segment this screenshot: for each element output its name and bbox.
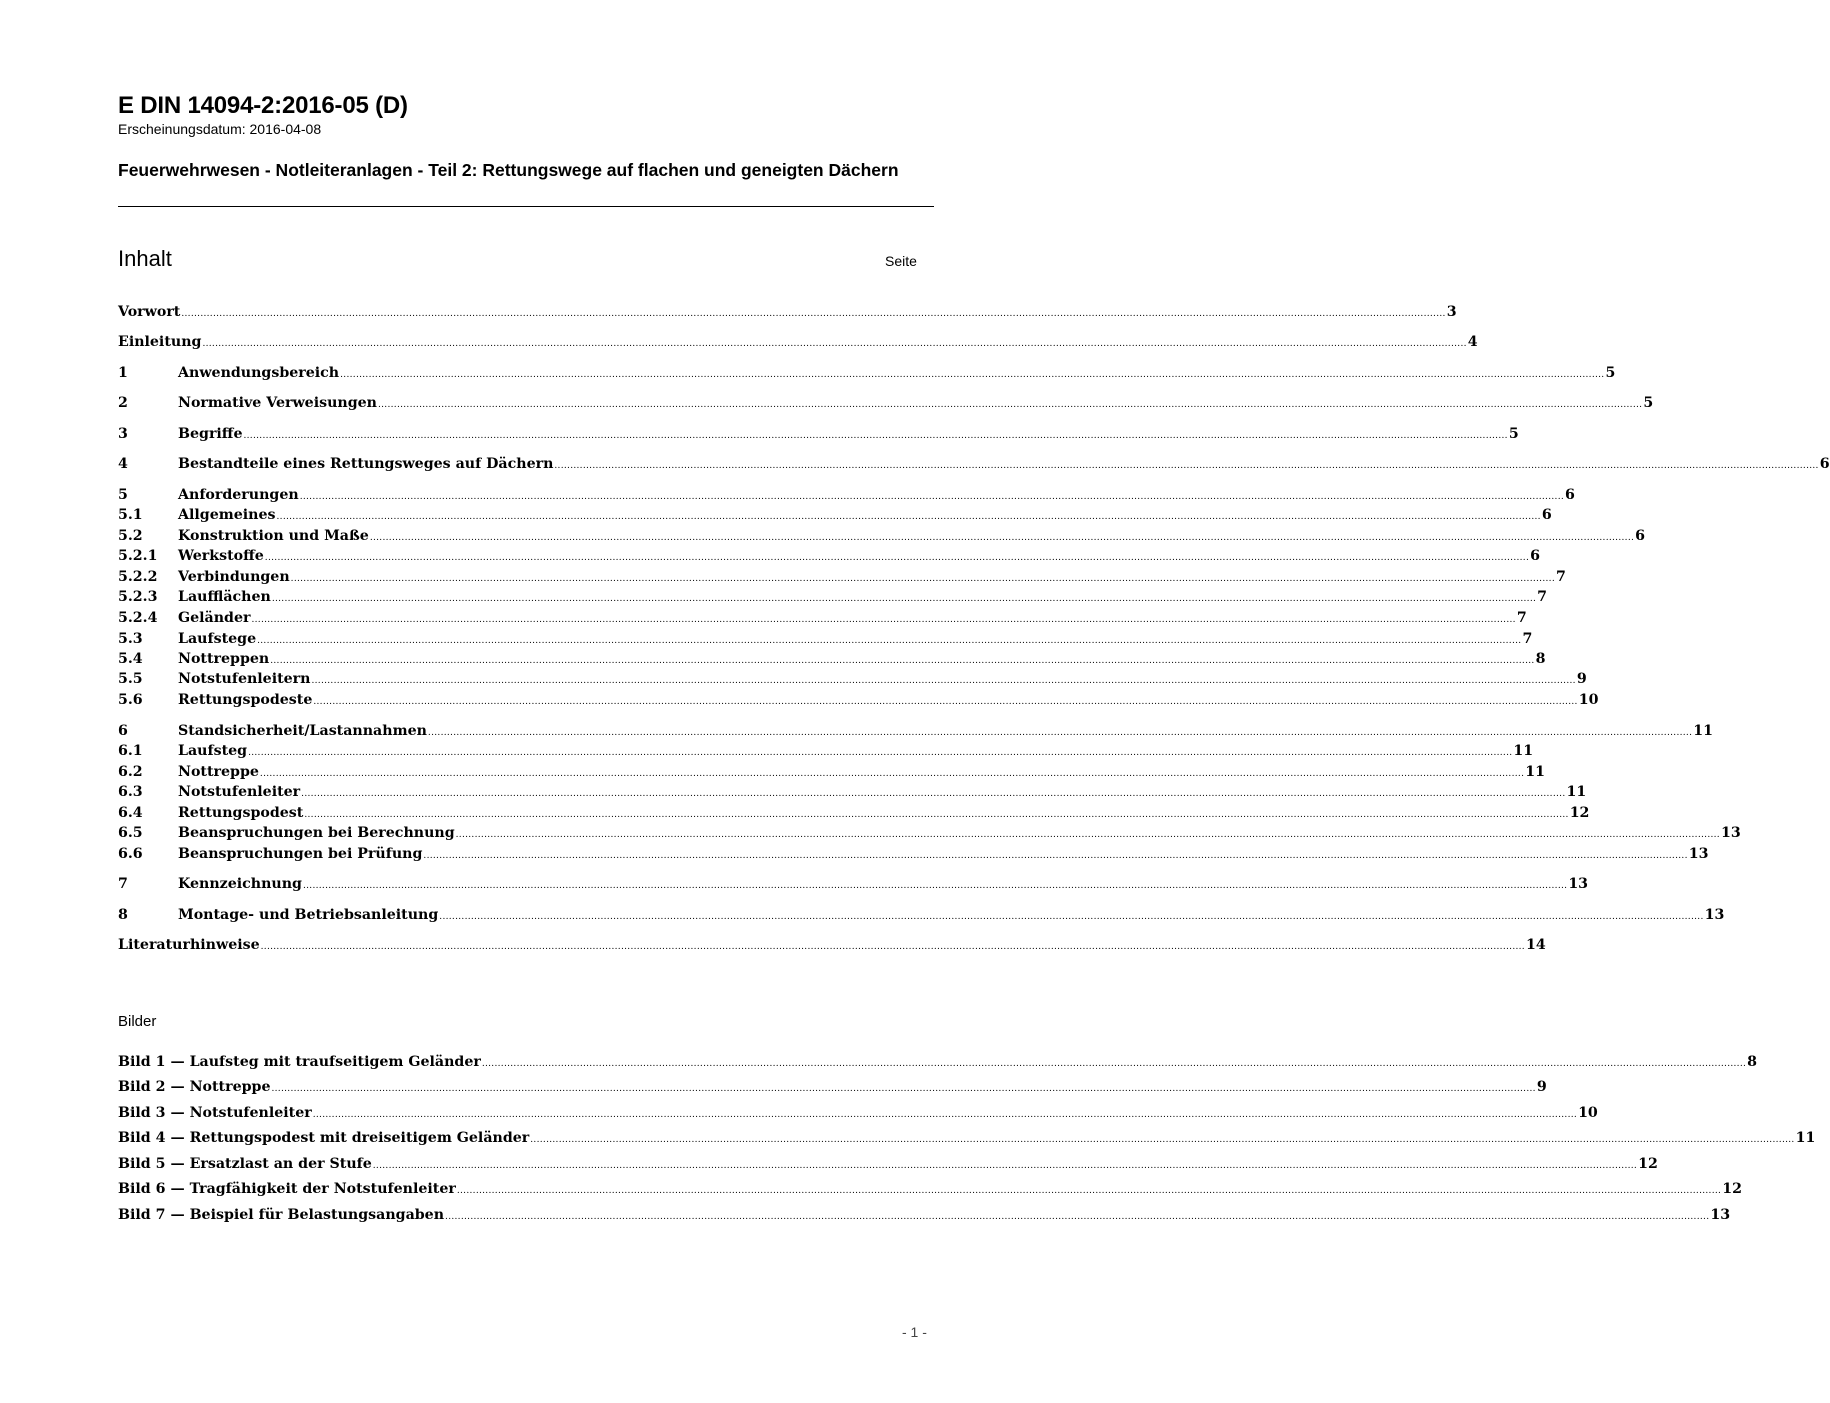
toc-leader: ................................................................................................................................................................................................................................................................................................................................................................................................................ [260, 942, 1525, 952]
toc-entry-page: 9 [1576, 671, 1587, 687]
toc-entry-page: 14 [1525, 937, 1546, 953]
figure-entry-page: 11 [1795, 1130, 1816, 1146]
toc-entry-page: 3 [1446, 304, 1457, 320]
page-column-label: Seite [885, 253, 917, 269]
toc-entry[interactable] [118, 875, 1589, 894]
toc-entry[interactable] [118, 394, 1654, 413]
toc-entry-number: 5.1 [118, 507, 143, 523]
toc-entry-number: 6.6 [118, 846, 143, 862]
toc-leader: ................................................................................................................................................................................................................................................................................................................................................................................................................ [276, 512, 1541, 522]
figures-heading: Bilder [118, 1013, 157, 1030]
toc-entry-number: 5.5 [118, 671, 143, 687]
toc-leader: ................................................................................................................................................................................................................................................................................................................................................................................................................ [299, 492, 1565, 502]
toc-entry-number: 5.3 [118, 631, 143, 647]
toc-entry[interactable] [118, 650, 1546, 669]
toc-entry[interactable] [118, 547, 1541, 566]
toc-entry-page: 5 [1605, 365, 1616, 381]
toc-entry-label: Anforderungen [178, 487, 299, 503]
toc-entry-number: 5 [118, 487, 128, 503]
toc-entry-page: 6 [1819, 456, 1830, 472]
toc-entry-label: Literaturhinweise [118, 937, 260, 953]
toc-entry-page: 7 [1516, 610, 1527, 626]
toc-leader: ................................................................................................................................................................................................................................................................................................................................................................................................................ [259, 769, 1525, 779]
figure-entry-label: Bild 1 — Laufsteg mit traufseitigem Geländer [118, 1054, 481, 1070]
toc-leader: ................................................................................................................................................................................................................................................................................................................................................................................................................ [271, 1084, 1536, 1094]
toc-entry-page: 13 [1704, 907, 1725, 923]
toc-entry-page: 5 [1643, 395, 1654, 411]
toc-leader: ................................................................................................................................................................................................................................................................................................................................................................................................................ [248, 748, 1513, 758]
toc-entry[interactable] [118, 691, 1599, 710]
toc-leader: ................................................................................................................................................................................................................................................................................................................................................................................................................ [243, 431, 1508, 441]
toc-entry-number: 5.2.1 [118, 548, 158, 564]
toc-entry-number: 2 [118, 395, 128, 411]
toc-leader: ................................................................................................................................................................................................................................................................................................................................................................................................................ [311, 676, 1576, 686]
toc-entry-number: 4 [118, 456, 128, 472]
toc-entry[interactable] [118, 527, 1646, 546]
toc-entry-number: 1 [118, 365, 128, 381]
toc-entry[interactable] [118, 588, 1548, 607]
toc-entry-number: 6.5 [118, 825, 143, 841]
toc-leader: ................................................................................................................................................................................................................................................................................................................................................................................................................ [202, 339, 1467, 349]
toc-entry[interactable] [118, 303, 1457, 322]
toc-entry-label: Montage- und Betriebsanleitung [178, 907, 439, 923]
figure-entry[interactable] [118, 1129, 1816, 1148]
toc-entry[interactable] [118, 906, 1725, 925]
toc-leader: ................................................................................................................................................................................................................................................................................................................................................................................................................ [369, 533, 1635, 543]
toc-entry-label: Verbindungen [178, 569, 290, 585]
toc-entry[interactable] [118, 783, 1587, 802]
toc-entry-label: Laufsteg [178, 743, 248, 759]
toc-entry[interactable] [118, 455, 1830, 474]
toc-entry-page: 4 [1467, 334, 1478, 350]
toc-entry[interactable] [118, 425, 1519, 444]
toc-entry[interactable] [118, 722, 1714, 741]
toc-leader: ................................................................................................................................................................................................................................................................................................................................................................................................................ [455, 830, 1720, 840]
toc-entry[interactable] [118, 609, 1527, 628]
toc-entry-label: Rettungspodest [178, 805, 304, 821]
toc-entry-number: 5.2.4 [118, 610, 158, 626]
toc-entry-page: 7 [1537, 589, 1548, 605]
toc-entry-label: Notstufenleitern [178, 671, 311, 687]
toc-entry-number: 7 [118, 876, 128, 892]
toc-leader: ................................................................................................................................................................................................................................................................................................................................................................................................................ [313, 697, 1578, 707]
toc-entry[interactable] [118, 936, 1546, 955]
toc-leader: ................................................................................................................................................................................................................................................................................................................................................................................................................ [377, 400, 1643, 410]
toc-entry-label: Geländer [178, 610, 251, 626]
figure-entry-page: 13 [1710, 1207, 1731, 1223]
toc-entry-number: 5.6 [118, 692, 143, 708]
figure-entry-label: Bild 5 — Ersatzlast an der Stufe [118, 1156, 372, 1172]
toc-entry-page: 6 [1530, 548, 1541, 564]
toc-entry-page: 13 [1568, 876, 1589, 892]
toc-entry-number: 6.2 [118, 764, 143, 780]
toc-leader: ................................................................................................................................................................................................................................................................................................................................................................................................................ [312, 1110, 1578, 1120]
figure-entry[interactable] [118, 1104, 1598, 1123]
toc-entry-label: Normative Verweisungen [178, 395, 377, 411]
toc-entry-label: Standsicherheit/Lastannahmen [178, 723, 427, 739]
toc-entry-label: Beanspruchungen bei Berechnung [178, 825, 455, 841]
toc-entry-page: 6 [1565, 487, 1575, 503]
toc-leader: ................................................................................................................................................................................................................................................................................................................................................................................................................ [481, 1059, 1747, 1069]
toc-entry-number: 5.4 [118, 651, 143, 667]
toc-entry-number: 3 [118, 426, 128, 442]
toc-entry-label: Anwendungsbereich [178, 365, 340, 381]
figure-entry-page: 10 [1578, 1105, 1598, 1121]
toc-leader: ................................................................................................................................................................................................................................................................................................................................................................................................................ [271, 594, 1537, 604]
toc-entry-page: 11 [1513, 743, 1534, 759]
toc-entry[interactable] [118, 333, 1478, 352]
figure-entry-label: Bild 2 — Nottreppe [118, 1079, 271, 1095]
toc-entry-label: Beanspruchungen bei Prüfung [178, 846, 423, 862]
toc-leader: ................................................................................................................................................................................................................................................................................................................................................................................................................ [301, 789, 1566, 799]
figure-entry-label: Bild 7 — Beispiel für Belastungsangaben [118, 1207, 445, 1223]
toc-entry-number: 6.4 [118, 805, 143, 821]
figure-entry[interactable] [118, 1206, 1731, 1225]
toc-leader: ................................................................................................................................................................................................................................................................................................................................................................................................................ [445, 1212, 1710, 1222]
toc-leader: ................................................................................................................................................................................................................................................................................................................................................................................................................ [264, 553, 1530, 563]
toc-entry-label: Allgemeines [178, 507, 276, 523]
toc-entry[interactable] [118, 742, 1534, 761]
toc-entry-page: 8 [1535, 651, 1546, 667]
toc-entry-page: 7 [1556, 569, 1566, 585]
figure-entry-label: Bild 6 — Tragfähigkeit der Notstufenleiter [118, 1181, 456, 1197]
toc-entry[interactable] [118, 804, 1590, 823]
toc-entry[interactable] [118, 486, 1575, 505]
toc-entry-label: Rettungspodeste [178, 692, 313, 708]
figure-entry-page: 9 [1536, 1079, 1547, 1095]
toc-entry[interactable] [118, 824, 1741, 843]
toc-entry-number: 5.2 [118, 528, 143, 544]
toc-leader: ................................................................................................................................................................................................................................................................................................................................................................................................................ [372, 1161, 1638, 1171]
toc-leader: ................................................................................................................................................................................................................................................................................................................................................................................................................ [530, 1135, 1795, 1145]
toc-leader: ................................................................................................................................................................................................................................................................................................................................................................................................................ [427, 728, 1693, 738]
toc-entry-label: Begriffe [178, 426, 243, 442]
toc-entry-number: 5.2.3 [118, 589, 158, 605]
toc-leader: ................................................................................................................................................................................................................................................................................................................................................................................................................ [456, 1186, 1722, 1196]
toc-entry-page: 12 [1569, 805, 1590, 821]
toc-leader: ................................................................................................................................................................................................................................................................................................................................................................................................................ [302, 881, 1568, 891]
document-subtitle: Feuerwehrwesen - Notleiteranlagen - Teil 2: Rettungswege auf flachen und geneigten Dächern [118, 160, 899, 180]
figure-entry-page: 12 [1638, 1156, 1658, 1172]
toc-leader: ................................................................................................................................................................................................................................................................................................................................................................................................................ [554, 461, 1819, 471]
toc-entry-label: Konstruktion und Maße [178, 528, 369, 544]
toc-entry[interactable] [118, 845, 1709, 864]
figure-entry[interactable] [118, 1078, 1547, 1097]
toc-entry-label: Laufstege [178, 631, 257, 647]
toc-leader: ................................................................................................................................................................................................................................................................................................................................................................................................................ [290, 574, 1555, 584]
toc-entry-page: 10 [1578, 692, 1599, 708]
toc-leader: ................................................................................................................................................................................................................................................................................................................................................................................................................ [181, 309, 1446, 319]
figure-entry-label: Bild 4 — Rettungspodest mit dreiseitigem Geländer [118, 1130, 530, 1146]
page-number: - 1 - [902, 1324, 927, 1340]
toc-leader: ................................................................................................................................................................................................................................................................................................................................................................................................................ [304, 810, 1569, 820]
document-title: E DIN 14094-2:2016-05 (D) [118, 92, 408, 119]
toc-entry-page: 5 [1508, 426, 1519, 442]
toc-entry[interactable] [118, 506, 1552, 525]
toc-entry-number: 6.3 [118, 784, 143, 800]
toc-leader: ................................................................................................................................................................................................................................................................................................................................................................................................................ [251, 615, 1516, 625]
header-divider [118, 206, 934, 207]
toc-entry-page: 7 [1522, 631, 1533, 647]
toc-leader: ................................................................................................................................................................................................................................................................................................................................................................................................................ [423, 851, 1688, 861]
toc-entry-number: 8 [118, 907, 128, 923]
figure-entry-page: 8 [1747, 1054, 1758, 1070]
toc-entry-page: 13 [1720, 825, 1741, 841]
figure-entry[interactable] [118, 1180, 1742, 1199]
toc-entry-number: 5.2.2 [118, 569, 158, 585]
toc-entry-number: 6.1 [118, 743, 143, 759]
figure-entry-label: Bild 3 — Notstufenleiter [118, 1105, 312, 1121]
toc-entry[interactable] [118, 763, 1545, 782]
figure-entry[interactable] [118, 1155, 1658, 1174]
toc-entry-page: 11 [1525, 764, 1545, 780]
toc-entry-page: 6 [1635, 528, 1646, 544]
toc-entry[interactable] [118, 568, 1566, 587]
toc-entry-page: 11 [1693, 723, 1714, 739]
toc-entry-page: 11 [1566, 784, 1587, 800]
toc-entry-label: Werkstoffe [178, 548, 264, 564]
toc-entry-label: Vorwort [118, 304, 181, 320]
toc-entry-label: Nottreppe [178, 764, 259, 780]
toc-entry-label: Bestandteile eines Rettungsweges auf Dächern [178, 456, 554, 472]
figure-entry-page: 12 [1722, 1181, 1742, 1197]
toc-leader: ................................................................................................................................................................................................................................................................................................................................................................................................................ [257, 636, 1522, 646]
toc-heading: Inhalt [118, 246, 172, 271]
toc-entry-label: Nottreppen [178, 651, 270, 667]
figure-entry[interactable] [118, 1053, 1758, 1072]
toc-entry-number: 6 [118, 723, 128, 739]
toc-leader: ................................................................................................................................................................................................................................................................................................................................................................................................................ [270, 656, 1535, 666]
toc-entry-label: Laufflächen [178, 589, 271, 605]
toc-entry[interactable] [118, 364, 1616, 383]
toc-entry-label: Notstufenleiter [178, 784, 301, 800]
toc-entry-label: Einleitung [118, 334, 202, 350]
toc-entry[interactable] [118, 630, 1533, 649]
toc-entry-page: 6 [1541, 507, 1552, 523]
toc-leader: ................................................................................................................................................................................................................................................................................................................................................................................................................ [340, 370, 1605, 380]
toc-entry[interactable] [118, 670, 1587, 689]
toc-leader: ................................................................................................................................................................................................................................................................................................................................................................................................................ [439, 912, 1704, 922]
publication-date: Erscheinungsdatum: 2016-04-08 [118, 121, 322, 137]
toc-entry-page: 13 [1688, 846, 1709, 862]
toc-entry-label: Kennzeichnung [178, 876, 302, 892]
